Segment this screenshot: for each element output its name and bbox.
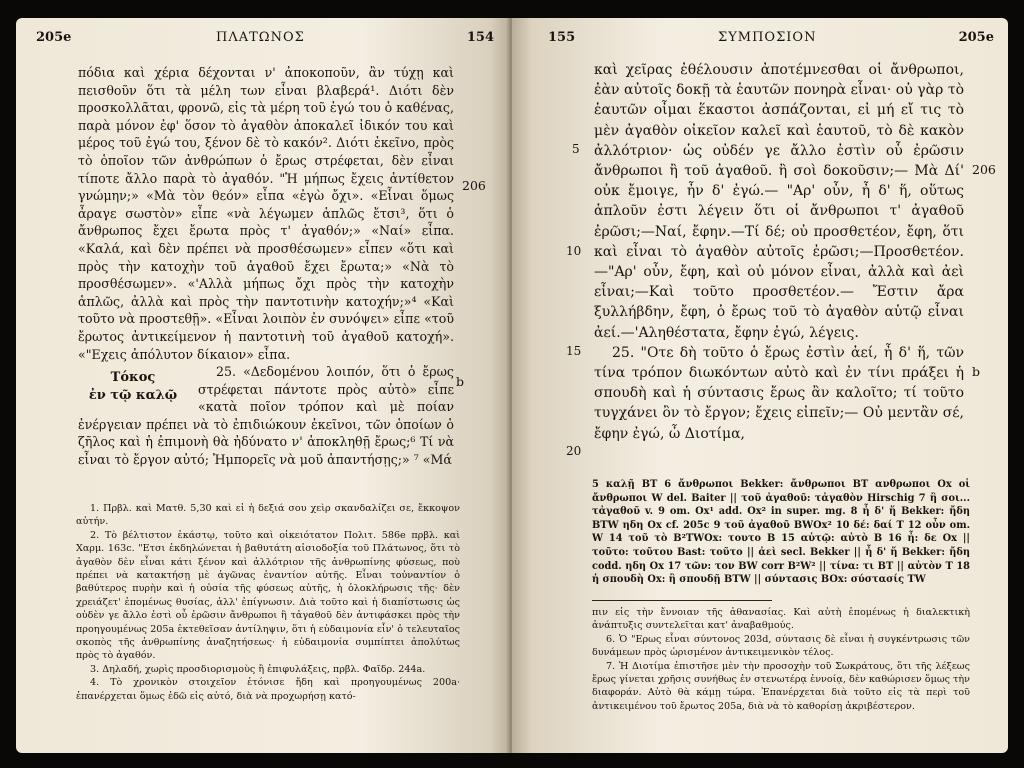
left-section-ref: 205e — [36, 30, 72, 45]
side-heading-line-1: Τόκος — [110, 370, 156, 386]
right-paragraph-1: καὶ χεῖρας ἐθέλουσιν ἀποτέμνεσθαι οἱ ἄνθρωποι, ἐὰν αὐτοῖς δοκῇ τὰ ἑαυτῶν πονηρὰ εἶναι· οὐ γὰρ τὸ ἑαυτῶν οἶμαι ἕκαστοι ἀσπάζονται, εἰ μή εἴ τις τὸ μὲν ἀγαθὸν οἰκεῖον καλεῖ καὶ ἑαυτοῦ, τὸ δὲ κακὸν ἀλλότριον· ὡς οὐδέν γε ἄλλο ἐστὶν οὗ ἐρῶσιν ἄνθρωποι ἢ τοῦ ἀγαθοῦ. ἢ σοὶ δοκοῦσιν;— Μὰ Δί' οὐκ ἔμοιγε, ἦν δ' ἐγώ.— "Αρ' οὖν, ἦ δ' ἥ, οὕτως ἁπλοῦν ἐστι λέγειν ὅτι οἱ ἄνθρωποι τ' ἀγαθοῦ ἐρῶσι;—Ναί, ἔφην.—Τί δέ; οὐ προσθετέον, ἔφη, ὅτι καὶ εἶναι τὸ ἀγαθὸν αὐτοῖς ἐρῶσι;—Προσθετέον.—"Αρ' οὖν, ἔφη, καὶ οὐ μόνον εἶναι, ἀλλὰ καὶ ἀεὶ εἶναι;—Καὶ τοῦτο προσθετέον.— Ἔστιν ἄρα ξυλλήβδην, ἔφη, ὁ ἔρως τοῦ τὸ ἀγαθὸν αὑτῷ εἶναι ἀεί.—'Αληθέστατα, ἔφην ἐγώ, λέγεις. — [594, 62, 964, 341]
left-page — [16, 18, 510, 753]
right-paragraph-2 — [594, 343, 964, 444]
side-heading-line-2: ἐν τῷ καλῷ — [88, 388, 178, 404]
left-paragraph-2-text: «Δεδομένου λοιπόν, ὅτι ὁ ἔρως στρέφεται πάντοτε πρὸς αὐτὸ» εἶπε «κατὰ ποῖον τρόπον καὶ μὲ ποίαν ἐνέργειαν πρέπει νὰ τὸ ἐπιδιώκουν ἐκεῖνοι, τῶν ὁποίων ὁ ζῆλος καὶ ἡ ἐπιμονὴ θὰ ἠδύνατο ν' ἀποκληθῇ ἔρως;⁶ Τί νὰ εἶναι τὸ ἔργον αὐτό; Ἠμπορεῖς νὰ μοῦ ἀπαντήσῃς;» ⁷ «Μά — [78, 364, 454, 468]
left-section-number: 25. — [216, 364, 237, 380]
left-running-head — [16, 30, 510, 50]
critical-apparatus: 5 καλῇ BT 6 ἄνθρωποι Bekker: ἄνθρωποι BT ανθρωποι Ox οἱ ἄνθρωποι W del. Baiter || τοῦ ἀγαθοῦ: τἀγαθὸν Hirschig 7 ἢ σοι... τἀγαθοῦ v. 9 om. Ox¹ add. Ox² in super. mg. 8 ἦ δ' ἥ Bekker: ἤδη BTW ηδη Ox cf. 205c 9 τοῦ ἀγαθοῦ BWOx² 10 δέ: δαί T 12 οὖν om. W 14 τοῦ τὸ B²TWOx: τουτο B 15 αὑτῷ: αὐτὸ B 16 ἦ: δε Ox || τοῦτο: τοῦτου Bast: τοῦτο || ἀεὶ secl. Bekker || ἦ δ' ἥ Bekker: ἤδη codd. ηδη Ox 17 τῶν: τον BW corr B²W² || τίνα: τι BT || αὐτὸν T 18 ἡ σπουδὴ Ox: ἢ σπουδῇ BTW || σύντασις BOx: σύστασίς TW — [592, 479, 970, 586]
footnote-6: 6. Ὁ "Ερως εἶναι σύντονος 203d, σύντασις δὲ εἶναι ἡ συγκέντρωσις τῶν δυνάμεων πρὸς ὡρισμένον ἀντικειμενικὸν τέλος. — [592, 633, 970, 659]
left-margin-206: 206 — [462, 178, 486, 193]
left-page-number: 154 — [466, 30, 494, 45]
right-main-text — [594, 60, 964, 444]
footnote-continuation: πιν εἰς τὴν ἔννοιαν τῆς ἀθανασίας. Καὶ αὐτὴ ἑπομένως ἡ διαλεκτικὴ ἀνάπτυξις συντελεῖται κατ' ἀναβαθμούς. — [592, 607, 970, 632]
footnote-3: 3. Δηλαδή, χωρὶς προσδιορισμοὺς ἢ ἐπιφυλάξεις, πρβλ. Φαῖδρ. 244a. — [90, 663, 426, 675]
line-number-10: 10 — [566, 244, 582, 258]
left-main-text — [78, 64, 454, 469]
right-footnotes — [592, 606, 970, 713]
right-section-ref: 205e — [958, 30, 994, 45]
left-paragraph-2 — [78, 363, 454, 469]
notes-separator — [592, 600, 772, 601]
footnote-7: 7. Ἡ Διοτίμα ἐπιστῆσε μὲν τὴν προσοχὴν τοῦ Σωκράτους, ὅτι τῆς λέξεως ἔρως γίνεται χρῆσις συνήθως ἐν στενωτέρᾳ ἐννοίᾳ, δὲν καθώρισεν ὅμως τὴν διαφοράν. Αὐτὸ θὰ κάμῃ τώρα. Ἐπανέρχεται διὰ τοῦτο εἰς τὰ περὶ τοῦ ἀντικειμένου τοῦ ἔρωτος 205a, διὰ νὰ τὸ καθορίσῃ ἀκριβέστερον. — [592, 660, 970, 712]
right-page — [512, 18, 1008, 753]
line-number-5: 5 — [572, 142, 580, 156]
footnote-2: 2. Τὸ βέλτιστον ἑκάστῳ, τοῦτο καὶ οἰκειότατον Πολιτ. 586e πρβλ. καὶ Χαρμ. 163c. "Ετσι ἐκδηλώνεται ἡ βαθυτάτη αἰσιοδοξία τοῦ Πλάτωνος, ὅτι τὸ ἀγαθὸν δὲν εἶναι κάτι ξένον καὶ ἀλλότριον τῆς ἀνθρωπίνης φύσεως, ποὺ πρέπει νὰ κατακτήσῃ μὲ ἀγῶνας ἐναντίον αὐτῆς. Εἶναι τοὐναντίον ὁ βαθύτερος πυρὴν καὶ ἡ οὐσία τῆς φύσεως αὐτῆς, ἡ ὁλοκλήρωσις τῆς· δὲν χρειάζετ' ἑπομένως θυσίας, ἀλλ' ἐπίγνωσιν. Διὰ τοῦτο καὶ ἡ διαπίστωσις ὡς οὐδὲν γε ἄλλο ἐστὶ οὗ ἐρῶσιν ἄνθρωποι ἢ τἀγαθοῦ δὲν ἀντιφάσκει πρὸς τὴν προηγουμένως 205a ἐκτεθεῖσαν ἀντίληψιν, ὅτι ἡ εὐδαιμονία εἶν' ὁ τελευταῖος σκοπὸς τῆς ἀνθρωπίνης ἀναζητήσεως· ἡ εὐδαιμονία συμπίπτει ἀπολύτως πρὸς τὸ ἀγαθόν. — [76, 529, 460, 662]
left-paragraph-1: πόδια καὶ χέρια δέχονται ν' ἀποκοποῦν, ἂν τύχῃ καὶ πεισθοῦν ὅτι τὰ μέλη των εἶναι βλαβερά¹. Διότι δὲν προσκολλᾶται, φρονῶ, εἰς τὰ μέρη τοῦ ἐγώ του ὁ καθένας, παρὰ μόνον ἐφ' ὅσον τὸ ἀγαθὸν ἀποκαλεῖ ἰδικόν του καὶ μέρος τοῦ ἐγώ του, ξένον δὲ τὸ κακόν². Διότι ἐκεῖνο, πρὸς τὸ ὁποῖον τῶν ἀνθρώπων ὁ ἔρως στρέφεται, δὲν εἶναι τίποτε ἄλλο παρὰ τὸ ἀγαθόν. "Ἡ μήπως ἔχεις ἀντίθετον γνώμην;» «Μὰ τὸν θεόν» εἶπα «ἐγὼ ὄχι». «Εἶναι ὅμως ἆραγε σωστὸν» εἶπε «νὰ λέγωμεν ἁπλῶς ἔτσι³, ὅτι ὁ ἄνθρωπος ἔχει ἔρωτα πρὸς τ' ἀγαθόν;» «Ναί» εἶπα. «Καλά, καὶ δὲν πρέπει νὰ προσθέσωμεν» εἶπεν «ὅτι καὶ πρὸς τὴν κατοχὴν τοῦ ἀγαθοῦ ἔχει ἔρωτα;» «Νὰ τὸ προσθέσωμεν». «'Αλλὰ μήπως ὄχι πρὸς τὴν κατοχὴν ἁπλῶς, ἀλλὰ καὶ πρὸς τὴν παντοτινὴν κατοχήν;»⁴ «Καὶ τοῦτο νὰ προστεθῇ». «Εἶναι λοιπὸν ἐν συνόψει» εἶπε «τοῦ ἔρωτος ἀντικείμενον ἡ παντοτινὴ τοῦ ἀγαθοῦ κατοχή». «"Εχεις ἀπόλυτον δίκαιον» εἶπα. — [78, 65, 454, 362]
right-page-number: 155 — [548, 30, 576, 45]
right-running-title: ΣΥΜΠΟΣΙΟΝ — [718, 30, 817, 45]
left-margin-b: b — [456, 374, 465, 389]
left-footnotes — [76, 502, 460, 703]
right-running-head — [512, 30, 1008, 50]
footnote-1: 1. Πρβλ. καὶ Ματθ. 5,30 καὶ εἰ ἡ δεξιά σου χεὶρ σκανδαλίζει σε, ἔκκοψον αὐτήν. — [76, 503, 460, 528]
right-paragraph-2-text: "Οτε δὴ τοῦτο ὁ ἔρως ἐστὶν ἀεί, ἦ δ' ἥ, τῶν τίνα τρόπον διωκόντων αὐτὸ καὶ ἐν τίνι πράξει ἡ σπουδὴ καὶ ἡ σύντασις ἔρως ἂν καλοῖτο; τί τοῦτο τυγχάνει ὂν τὸ ἔργον; ἔχεις εἰπεῖν;— Οὐ μεντἂν σέ, ἔφην ἐγώ, ὦ Διοτίμα, — [594, 344, 964, 442]
left-side-heading — [78, 369, 188, 405]
line-number-15: 15 — [566, 344, 582, 358]
left-running-title: ΠΛΑΤΩΝΟΣ — [216, 30, 305, 45]
right-margin-206: 206 — [972, 162, 996, 177]
right-section-number: 25. — [612, 344, 635, 361]
footnote-4: 4. Τὸ χρονικὸν στοιχεῖον ἐτόνισε ἤδη καὶ προηγουμένως 200a· ἐπανέρχεται ὅμως ἐδῶ εἰς αὐτό, διὰ νὰ προχωρήσῃ κατό- — [76, 677, 460, 702]
line-number-20: 20 — [566, 444, 582, 458]
right-margin-b: b — [972, 364, 981, 379]
